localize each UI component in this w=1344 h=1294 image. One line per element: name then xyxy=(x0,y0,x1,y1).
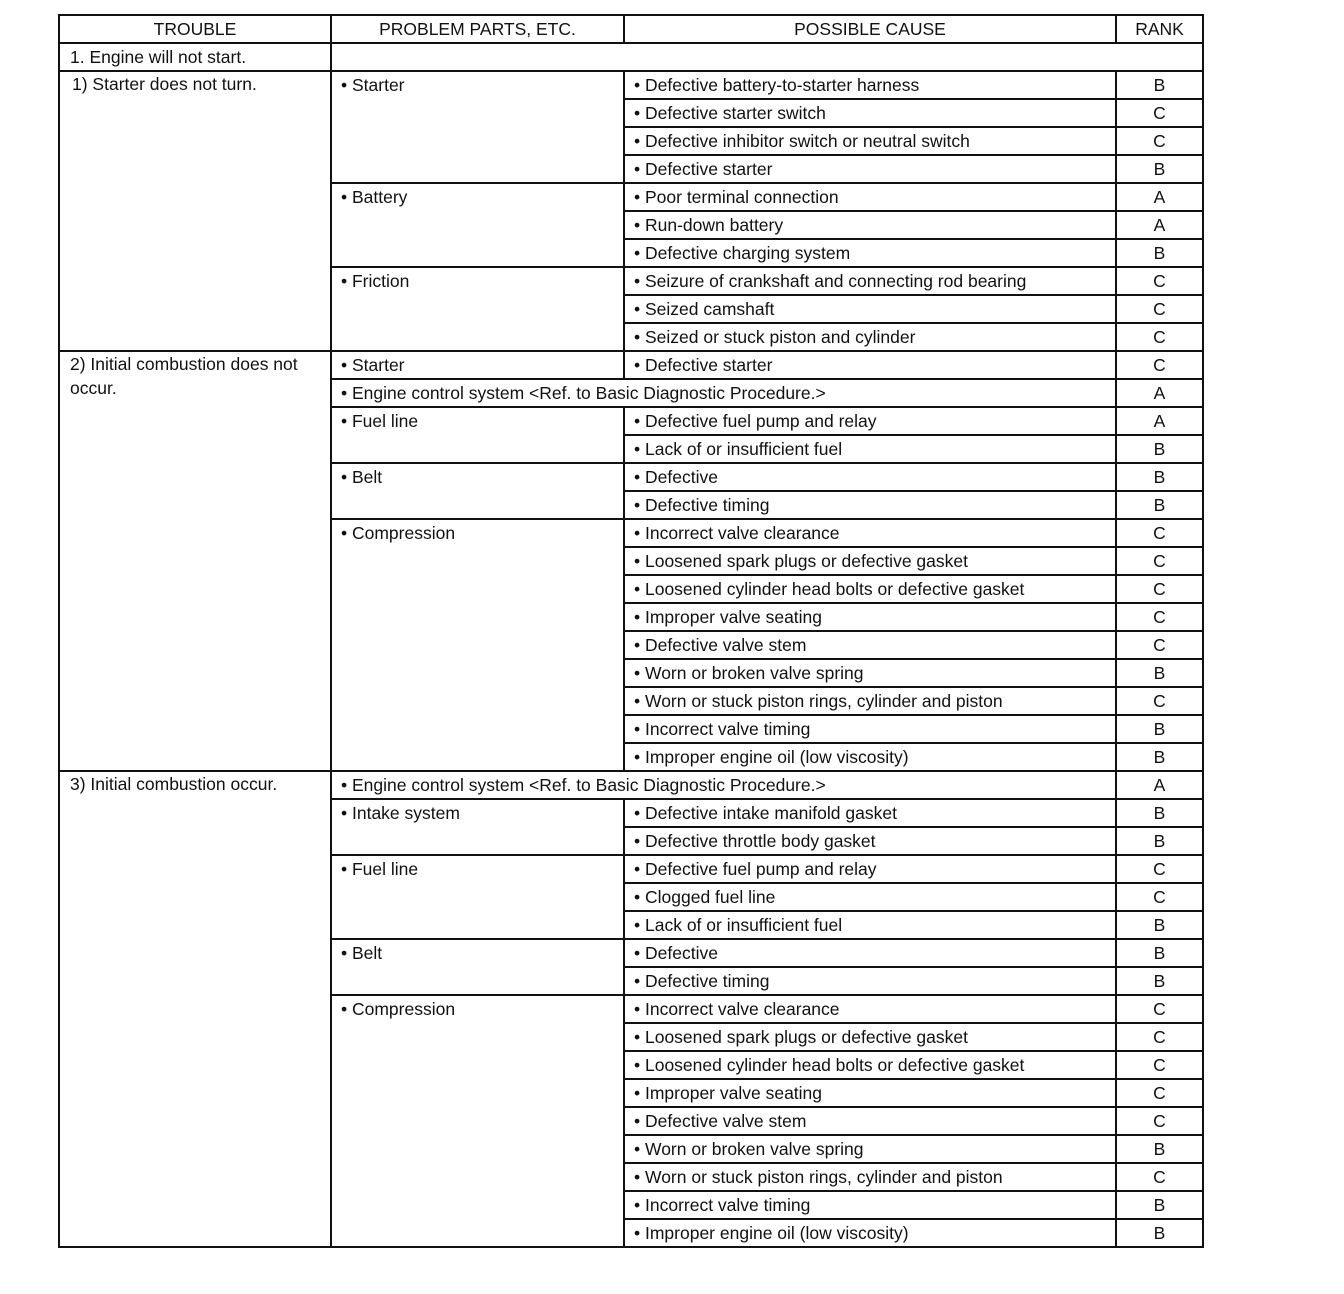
possible-cause-cell: • Defective battery-to-starter harness xyxy=(624,71,1116,99)
problem-part-cell: • Compression xyxy=(331,995,624,1247)
possible-cause-cell: • Loosened cylinder head bolts or defective gasket xyxy=(624,575,1116,603)
table-body xyxy=(59,43,1203,1247)
possible-cause-cell: • Defective timing xyxy=(624,967,1116,995)
rank-cell: B xyxy=(1116,939,1203,967)
possible-cause-cell: • Worn or broken valve spring xyxy=(624,1135,1116,1163)
rank-cell: A xyxy=(1116,183,1203,211)
section-title-spacer xyxy=(331,43,1203,71)
section-title-row xyxy=(59,43,1203,71)
possible-cause-cell: • Lack of or insufficient fuel xyxy=(624,911,1116,939)
rank-cell: C xyxy=(1116,603,1203,631)
possible-cause-cell: • Loosened cylinder head bolts or defective gasket xyxy=(624,1051,1116,1079)
possible-cause-cell: • Improper engine oil (low viscosity) xyxy=(624,743,1116,771)
rank-cell: C xyxy=(1116,547,1203,575)
possible-cause-cell: • Improper valve seating xyxy=(624,1079,1116,1107)
rank-cell: C xyxy=(1116,323,1203,351)
rank-cell: C xyxy=(1116,127,1203,155)
possible-cause-cell: • Lack of or insufficient fuel xyxy=(624,435,1116,463)
problem-part-cell: • Starter xyxy=(331,351,624,379)
possible-cause-cell: • Worn or broken valve spring xyxy=(624,659,1116,687)
header-row xyxy=(59,15,1203,43)
possible-cause-cell: • Improper engine oil (low viscosity) xyxy=(624,1219,1116,1247)
possible-cause-cell: • Defective xyxy=(624,463,1116,491)
possible-cause-cell: • Defective starter xyxy=(624,351,1116,379)
trouble-cell: 1) Starter does not turn. xyxy=(59,71,331,351)
header-trouble: TROUBLE xyxy=(59,15,331,43)
rank-cell: C xyxy=(1116,295,1203,323)
rank-cell: C xyxy=(1116,519,1203,547)
rank-cell: B xyxy=(1116,1135,1203,1163)
rank-cell: C xyxy=(1116,351,1203,379)
possible-cause-cell: • Seized or stuck piston and cylinder xyxy=(624,323,1116,351)
rank-cell: B xyxy=(1116,743,1203,771)
possible-cause-cell: • Defective xyxy=(624,939,1116,967)
rank-cell: B xyxy=(1116,491,1203,519)
table-row xyxy=(59,351,1203,379)
table-row xyxy=(59,71,1203,99)
rank-cell: B xyxy=(1116,1219,1203,1247)
rank-cell: C xyxy=(1116,1023,1203,1051)
rank-cell: B xyxy=(1116,1191,1203,1219)
rank-cell: C xyxy=(1116,575,1203,603)
problem-part-cell: • Engine control system <Ref. to Basic Diagnostic Procedure.> xyxy=(331,379,1116,407)
rank-cell: C xyxy=(1116,883,1203,911)
header-possible-cause: POSSIBLE CAUSE xyxy=(624,15,1116,43)
possible-cause-cell: • Defective throttle body gasket xyxy=(624,827,1116,855)
possible-cause-cell: • Loosened spark plugs or defective gasket xyxy=(624,1023,1116,1051)
section-title: 1. Engine will not start. xyxy=(59,43,331,71)
header-problem-parts: PROBLEM PARTS, ETC. xyxy=(331,15,624,43)
possible-cause-cell: • Incorrect valve clearance xyxy=(624,519,1116,547)
rank-cell: B xyxy=(1116,71,1203,99)
problem-part-cell: • Compression xyxy=(331,519,624,771)
problem-part-cell: • Belt xyxy=(331,939,624,995)
rank-cell: B xyxy=(1116,239,1203,267)
possible-cause-cell: • Defective valve stem xyxy=(624,631,1116,659)
problem-part-cell: • Engine control system <Ref. to Basic Diagnostic Procedure.> xyxy=(331,771,1116,799)
rank-cell: B xyxy=(1116,967,1203,995)
possible-cause-cell: • Incorrect valve timing xyxy=(624,715,1116,743)
rank-cell: A xyxy=(1116,379,1203,407)
rank-cell: C xyxy=(1116,99,1203,127)
possible-cause-cell: • Seized camshaft xyxy=(624,295,1116,323)
rank-cell: C xyxy=(1116,995,1203,1023)
rank-cell: C xyxy=(1116,631,1203,659)
problem-part-cell: • Starter xyxy=(331,71,624,183)
rank-cell: B xyxy=(1116,799,1203,827)
possible-cause-cell: • Defective valve stem xyxy=(624,1107,1116,1135)
possible-cause-cell: • Loosened spark plugs or defective gasket xyxy=(624,547,1116,575)
rank-cell: B xyxy=(1116,435,1203,463)
possible-cause-cell: • Clogged fuel line xyxy=(624,883,1116,911)
rank-cell: A xyxy=(1116,407,1203,435)
table-row xyxy=(59,771,1203,799)
possible-cause-cell: • Incorrect valve timing xyxy=(624,1191,1116,1219)
rank-cell: C xyxy=(1116,1051,1203,1079)
possible-cause-cell: • Defective inhibitor switch or neutral switch xyxy=(624,127,1116,155)
possible-cause-cell: • Defective charging system xyxy=(624,239,1116,267)
rank-cell: B xyxy=(1116,827,1203,855)
rank-cell: B xyxy=(1116,155,1203,183)
trouble-cell: 2) Initial combustion does not occur. xyxy=(59,351,331,771)
possible-cause-cell: • Incorrect valve clearance xyxy=(624,995,1116,1023)
rank-cell: B xyxy=(1116,463,1203,491)
possible-cause-cell: • Defective fuel pump and relay xyxy=(624,855,1116,883)
possible-cause-cell: • Worn or stuck piston rings, cylinder and piston xyxy=(624,1163,1116,1191)
rank-cell: A xyxy=(1116,211,1203,239)
rank-cell: C xyxy=(1116,687,1203,715)
rank-cell: C xyxy=(1116,267,1203,295)
possible-cause-cell: • Defective timing xyxy=(624,491,1116,519)
possible-cause-cell: • Defective starter switch xyxy=(624,99,1116,127)
rank-cell: C xyxy=(1116,855,1203,883)
problem-part-cell: • Fuel line xyxy=(331,407,624,463)
possible-cause-cell: • Defective intake manifold gasket xyxy=(624,799,1116,827)
possible-cause-cell: • Worn or stuck piston rings, cylinder and piston xyxy=(624,687,1116,715)
rank-cell: C xyxy=(1116,1107,1203,1135)
rank-cell: B xyxy=(1116,715,1203,743)
possible-cause-cell: • Seizure of crankshaft and connecting rod bearing xyxy=(624,267,1116,295)
rank-cell: A xyxy=(1116,771,1203,799)
trouble-cell: 3) Initial combustion occur. xyxy=(59,771,331,1247)
possible-cause-cell: • Improper valve seating xyxy=(624,603,1116,631)
possible-cause-cell: • Run-down battery xyxy=(624,211,1116,239)
trouble-diagnosis-table xyxy=(58,14,1204,1248)
problem-part-cell: • Belt xyxy=(331,463,624,519)
problem-part-cell: • Friction xyxy=(331,267,624,351)
problem-part-cell: • Fuel line xyxy=(331,855,624,939)
possible-cause-cell: • Defective fuel pump and relay xyxy=(624,407,1116,435)
possible-cause-cell: • Poor terminal connection xyxy=(624,183,1116,211)
problem-part-cell: • Battery xyxy=(331,183,624,267)
header-rank: RANK xyxy=(1116,15,1203,43)
rank-cell: B xyxy=(1116,659,1203,687)
rank-cell: B xyxy=(1116,911,1203,939)
rank-cell: C xyxy=(1116,1079,1203,1107)
problem-part-cell: • Intake system xyxy=(331,799,624,855)
possible-cause-cell: • Defective starter xyxy=(624,155,1116,183)
rank-cell: C xyxy=(1116,1163,1203,1191)
